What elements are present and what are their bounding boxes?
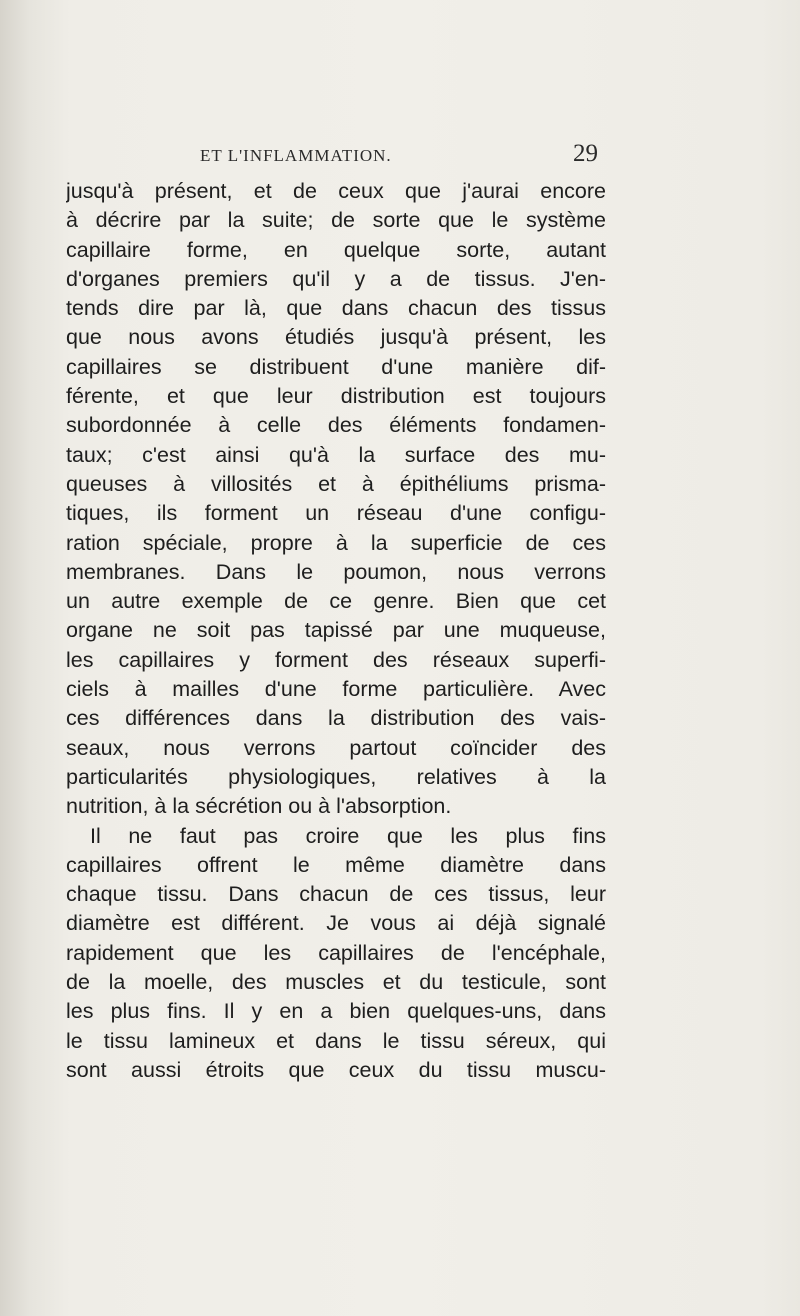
- text-line: jusqu'à présent, et de ceux que j'aurai encore: [66, 179, 606, 203]
- text-line: d'organes premiers qu'il y a de tissus. J'en-: [66, 266, 606, 291]
- text-line: de la moelle, des muscles et du testicule, sont: [66, 970, 606, 995]
- text-line: Il ne faut pas croire que les plus fins: [90, 823, 606, 848]
- text-line: organe ne soit pas tapissé par une muqueuse,: [66, 618, 606, 643]
- text-line: que nous avons étudiés jusqu'à présent, les: [66, 325, 606, 350]
- text-line: nutrition, à la sécrétion ou à l'absorption.: [66, 794, 452, 819]
- text-line: particularités physiologiques, relatives à la: [66, 764, 606, 789]
- text-line: taux; c'est ainsi qu'à la surface des mu-: [66, 442, 606, 467]
- text-line: capillaires se distribuent d'une manière dif-: [66, 354, 606, 379]
- text-line: ces différences dans la distribution des vais-: [66, 706, 606, 731]
- text-line: un autre exemple de ce genre. Bien que cet: [66, 589, 606, 614]
- text-line: queuses à villosités et à épithéliums prisma-: [66, 471, 606, 496]
- running-head: ET L'INFLAMMATION.: [200, 146, 392, 165]
- text-line: tends dire par là, que dans chacun des tissus: [66, 296, 606, 321]
- text-line: les plus fins. Il y en a bien quelques-uns, dans: [66, 999, 606, 1024]
- text-line: capillaires offrent le même diamètre dans: [66, 852, 606, 877]
- text-line: sont aussi étroits que ceux du tissu muscu-: [66, 1057, 606, 1082]
- page-number: 29: [573, 140, 598, 167]
- text-line: ciels à mailles d'une forme particulière. Avec: [66, 677, 606, 702]
- text-line: chaque tissu. Dans chacun de ces tissus, leur: [66, 882, 606, 907]
- text-line: tiques, ils forment un réseau d'une configu-: [66, 501, 606, 526]
- text-line: férente, et que leur distribution est toujours: [66, 384, 606, 409]
- text-line: capillaire forme, en quelque sorte, autant: [66, 237, 606, 262]
- text-line: ration spéciale, propre à la superficie de ces: [66, 530, 606, 555]
- text-line: le tissu lamineux et dans le tissu séreux, qui: [66, 1028, 606, 1053]
- body-text: [66, 177, 606, 1085]
- text-line: à décrire par la suite; de sorte que le système: [66, 208, 606, 233]
- text-line: seaux, nous verrons partout coïncider des: [66, 735, 606, 760]
- page-header: [200, 140, 598, 170]
- text-line: subordonnée à celle des éléments fondamen-: [66, 413, 606, 438]
- text-line: diamètre est différent. Je vous ai déjà signalé: [66, 911, 606, 936]
- text-line: rapidement que les capillaires de l'encéphale,: [66, 940, 606, 965]
- text-line: les capillaires y forment des réseaux superfi-: [66, 647, 606, 672]
- text-line: membranes. Dans le poumon, nous verrons: [66, 559, 606, 584]
